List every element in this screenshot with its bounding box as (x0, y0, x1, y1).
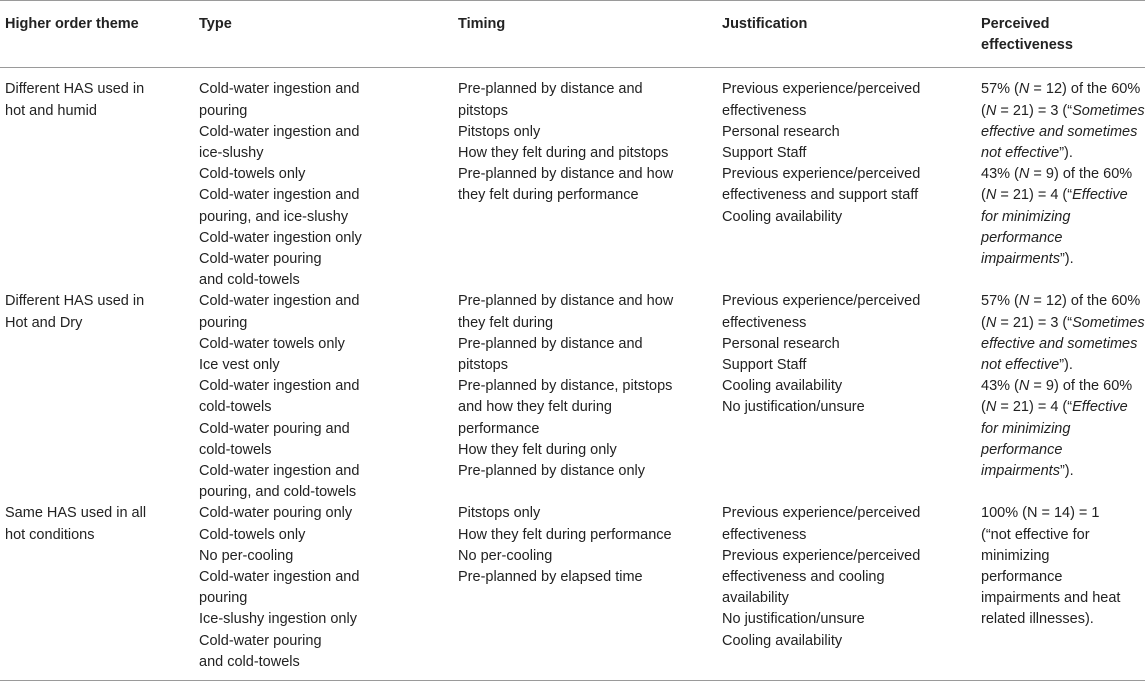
cell-line: No justification/unsure (722, 611, 865, 628)
cell-line: Personal research (722, 123, 840, 140)
table-row (0, 291, 1145, 503)
quote-text: Effective for minimizing performance impairments (981, 187, 1128, 268)
cell-line: Pitstops only (458, 123, 541, 140)
cell-line: effectiveness and cooling (722, 569, 885, 586)
cell-line: Cold-water ingestion and (199, 378, 360, 395)
cell-line: Previous experience/perceived (722, 293, 921, 310)
text-fragment: 43% ( (981, 166, 1019, 183)
cell-line: performance (458, 420, 540, 437)
header-type: Type (199, 1, 458, 68)
cell-line: Pre-planned by elapsed time (458, 569, 643, 586)
cell-line: pouring, and ice-slushy (199, 208, 349, 225)
cell-type (199, 291, 458, 503)
cell-line: performance (981, 569, 1063, 586)
text-fragment: 57% ( (981, 81, 1019, 98)
cell-justification (722, 291, 981, 503)
cell-line: pouring (199, 102, 248, 119)
cell-line: Cold-water ingestion and (199, 187, 360, 204)
cell-theme (0, 291, 199, 503)
text-fragment: 43% ( (981, 378, 1019, 395)
cell-line: Cold-towels only (199, 526, 306, 543)
cell-line: Pre-planned by distance only (458, 463, 646, 480)
cell-perceived-effectiveness (981, 68, 1145, 292)
italic-n: N (985, 314, 997, 331)
cell-line: Previous experience/perceived (722, 505, 921, 522)
cell-line: Pre-planned by distance, pitstops (458, 378, 673, 395)
cell-line: availability (722, 590, 789, 607)
cell-line: Pre-planned by distance and how (458, 293, 674, 310)
table-row (0, 68, 1145, 292)
text-fragment: = 21) = 4 (“ (996, 187, 1073, 204)
cell-line: Cold-water ingestion only (199, 229, 362, 246)
cell-timing (458, 503, 722, 680)
italic-n: N (1018, 378, 1030, 395)
quote-text: Sometimes effective and sometimes not effective (981, 314, 1145, 374)
italic-n: N (1018, 166, 1030, 183)
italic-n: N (985, 399, 997, 416)
cell-line: pitstops (458, 102, 508, 119)
cell-perceived-effectiveness (981, 503, 1145, 680)
quote-text: Sometimes effective and sometimes not effective (981, 102, 1145, 162)
cell-line: Cold-water towels only (199, 335, 345, 352)
cell-line: Previous experience/perceived (722, 81, 921, 98)
italic-n: N (985, 102, 997, 119)
cell-line: Cooling availability (722, 632, 843, 649)
quote-text: Effective for minimizing performance impairments (981, 399, 1128, 480)
effectiveness-paragraph (981, 376, 1145, 482)
italic-n: N (1018, 293, 1030, 310)
cell-line: Hot and Dry (5, 314, 83, 331)
cell-line: Cold-water pouring (199, 251, 322, 268)
cell-line: How they felt during only (458, 441, 617, 458)
cell-line: cold-towels (199, 441, 272, 458)
cell-line: minimizing (981, 547, 1050, 564)
cell-line: and cold-towels (199, 653, 300, 670)
cell-line: cold-towels (199, 399, 272, 416)
cell-line: effectiveness (722, 102, 807, 119)
cell-justification (722, 68, 981, 292)
text-fragment: = 12) of the 60% ( (981, 81, 1141, 119)
cell-type (199, 503, 458, 680)
cell-line: No justification/unsure (722, 399, 865, 416)
cell-line: Support Staff (722, 145, 807, 162)
cell-line: How they felt during performance (458, 526, 672, 543)
cell-line: No per-cooling (199, 547, 294, 564)
cell-line: Pre-planned by distance and (458, 335, 643, 352)
cell-line: Cold-water ingestion and (199, 123, 360, 140)
cell-line: Personal research (722, 335, 840, 352)
cell-line: Ice-slushy ingestion only (199, 611, 357, 628)
italic-n: N (1018, 81, 1030, 98)
cell-timing (458, 291, 722, 503)
text-fragment: = 21) = 3 (“ (996, 314, 1073, 331)
cell-line: Cold-water ingestion and (199, 569, 360, 586)
cell-line: related illnesses). (981, 611, 1094, 628)
header-timing: Timing (458, 1, 722, 68)
header-higher-order-theme: Higher order theme (0, 1, 199, 68)
cell-line: Cooling availability (722, 208, 843, 225)
cell-line: effectiveness and support staff (722, 187, 919, 204)
table-row (0, 503, 1145, 680)
cell-line: Different HAS used in (5, 293, 145, 310)
cell-line: Previous experience/perceived (722, 547, 921, 564)
cell-line: Ice vest only (199, 357, 280, 374)
cell-theme (0, 68, 199, 292)
text-fragment: = 9) of the 60% ( (981, 378, 1133, 416)
cell-line: they felt during performance (458, 187, 639, 204)
cell-line: Cold-water ingestion and (199, 293, 360, 310)
cell-line: and cold-towels (199, 272, 300, 289)
cell-line: Cold-water pouring and (199, 420, 350, 437)
cell-line: impairments and heat (981, 590, 1121, 607)
cell-line: No per-cooling (458, 547, 553, 564)
cell-line: Cold-water ingestion and (199, 81, 360, 98)
cell-timing (458, 68, 722, 292)
cell-line: pouring, and cold-towels (199, 484, 357, 501)
cell-line: hot and humid (5, 102, 97, 119)
cell-line: and how they felt during (458, 399, 612, 416)
effectiveness-paragraph (981, 164, 1145, 270)
italic-n: N (985, 187, 997, 204)
cell-line: Cold-water pouring (199, 632, 322, 649)
cell-line: 100% (N = 14) = 1 (981, 505, 1100, 522)
text-fragment: ”). (1059, 463, 1074, 480)
cell-line: Cold-towels only (199, 166, 306, 183)
table-header-row (0, 1, 1145, 68)
cell-line: Pitstops only (458, 505, 541, 522)
cell-type (199, 68, 458, 292)
cell-line: Different HAS used in (5, 81, 145, 98)
text-fragment: ”). (1059, 357, 1073, 374)
cell-line: Pre-planned by distance and how (458, 166, 674, 183)
header-justification: Justification (722, 1, 981, 68)
text-fragment: = 21) = 4 (“ (996, 399, 1073, 416)
cell-line: pouring (199, 314, 248, 331)
cell-line: effectiveness (722, 526, 807, 543)
text-fragment: = 9) of the 60% ( (981, 166, 1133, 204)
text-fragment: ”). (1059, 251, 1074, 268)
effectiveness-paragraph (981, 291, 1145, 376)
cell-line: pouring (199, 590, 248, 607)
cell-line: Pre-planned by distance and (458, 81, 643, 98)
cell-line: Cold-water pouring only (199, 505, 353, 522)
text-fragment: = 12) of the 60% ( (981, 293, 1141, 331)
cell-theme (0, 503, 199, 680)
cell-line: Support Staff (722, 357, 807, 374)
cell-justification (722, 503, 981, 680)
text-fragment: 57% ( (981, 293, 1019, 310)
cell-line: Same HAS used in all (5, 505, 147, 522)
header-perceived-effectiveness: Perceived effectiveness (981, 1, 1145, 68)
cell-line: Previous experience/perceived (722, 166, 921, 183)
cell-perceived-effectiveness (981, 291, 1145, 503)
cell-line: Cold-water ingestion and (199, 463, 360, 480)
cell-line: effectiveness (722, 314, 807, 331)
cell-line: pitstops (458, 357, 508, 374)
cell-line: they felt during (458, 314, 554, 331)
cell-line: ice-slushy (199, 145, 264, 162)
cell-line: How they felt during and pitstops (458, 145, 669, 162)
cell-line: hot conditions (5, 526, 95, 543)
cell-line: (“not effective for (981, 526, 1090, 543)
effectiveness-paragraph (981, 79, 1145, 164)
text-fragment: = 21) = 3 (“ (996, 102, 1073, 119)
text-fragment: ”). (1059, 145, 1073, 162)
cell-line: Cooling availability (722, 378, 843, 395)
